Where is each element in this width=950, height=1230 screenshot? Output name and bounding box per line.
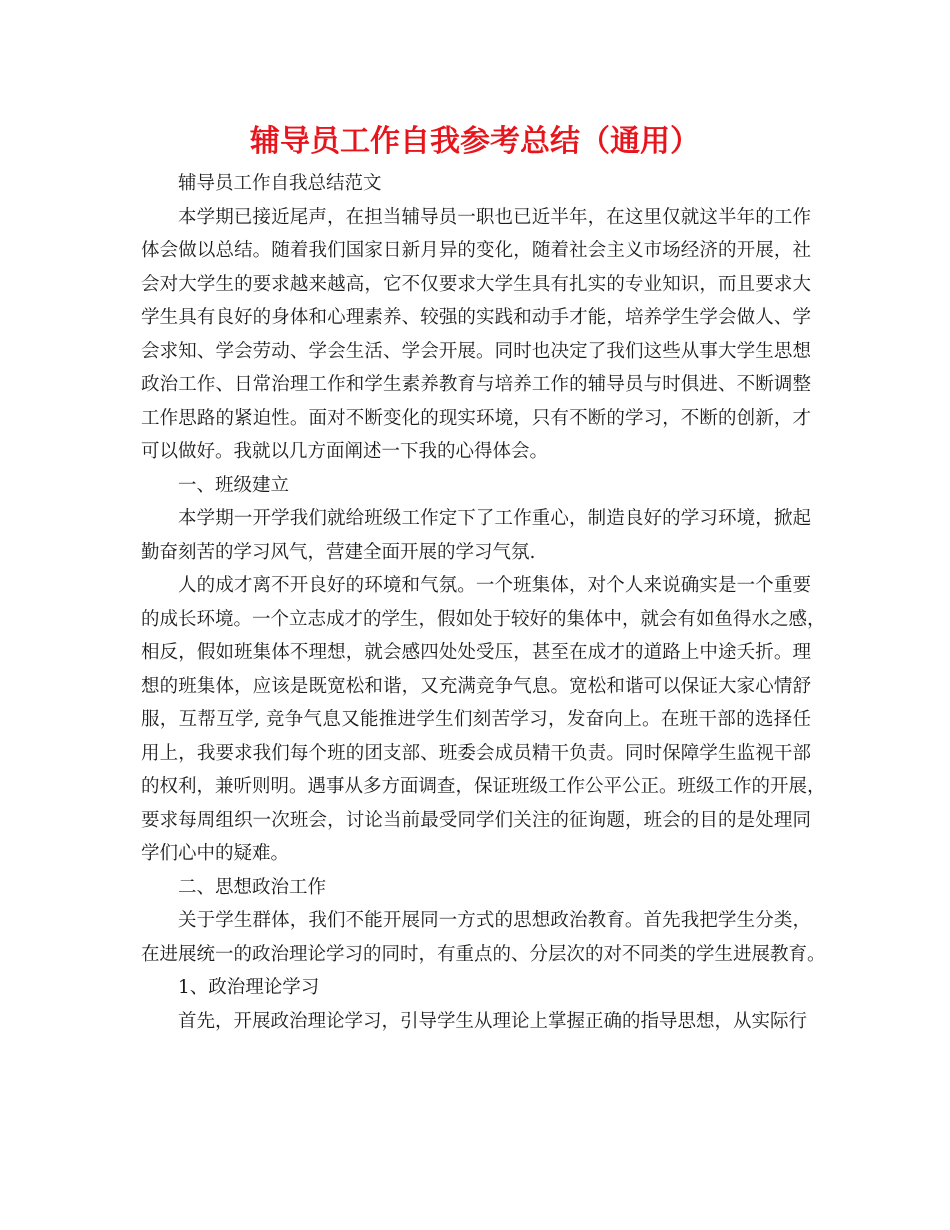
document-body bbox=[141, 167, 826, 1038]
text-line: 会求知、学会劳动、学会生活、学会开展。同时也决定了我们这些从事大学生思想 bbox=[141, 340, 811, 362]
text-line: 学生具有良好的身体和心理素养、较强的实践和动手才能，培养学生学会做人、学 bbox=[141, 307, 811, 328]
text-line: 体会做以总结。随着我们国家日新月异的变化，随着社会主义市场经济的开展，社 bbox=[141, 240, 811, 261]
text-line: 人的成才离不开良好的环境和气氛。一个班集体，对个人来说确实是一个重要 bbox=[178, 575, 811, 596]
text-line: 在进展统一的政治理论学习的同时，有重点的、分层次的对不同类的学生进展教育。 bbox=[141, 943, 826, 965]
text-line: 1、政治理论学习 bbox=[178, 977, 320, 998]
text-line: 会对大学生的要求越来越高，它不仅要求大学生具有扎实的专业知识，而且要求大 bbox=[141, 273, 811, 295]
text-line: 工作思路的紧迫性。面对不断变化的现实环境，只有不断的学习，不断的创新，才 bbox=[141, 407, 811, 429]
text-line: 学们心中的疑难。 bbox=[141, 843, 290, 864]
text-line: 关于学生群体，我们不能开展同一方式的思想政治教育。首先我把学生分类， bbox=[178, 910, 811, 931]
text-line: 要求每周组织一次班会，讨论当前最受同学们关注的征询题，班会的目的是处理同 bbox=[141, 809, 811, 831]
text-line: 用上，我要求我们每个班的团支部、班委会成员精干负责。同时保障学生监视干部 bbox=[141, 742, 811, 764]
text-line: 相反，假如班集体不理想，就会感四处处受压，甚至在成才的道路上中途夭折。理 bbox=[141, 642, 811, 663]
text-line: 二、思想政治工作 bbox=[178, 876, 327, 898]
text-line: 想的班集体，应该是既宽松和谐，又充满竞争气息。宽松和谐可以保证大家心情舒 bbox=[141, 675, 811, 697]
paragraph bbox=[141, 502, 811, 569]
text-line: 本学期已接近尾声，在担当辅导员一职也已近半年，在这里仅就这半年的工作 bbox=[178, 206, 811, 228]
text-line: 首先，开展政治理论学习，引导学生从理论上掌握正确的指导思想，从实际行 bbox=[178, 1010, 808, 1032]
document-title: 辅导员工作自我参考总结（通用） bbox=[250, 124, 700, 159]
paragraph bbox=[141, 569, 826, 871]
paragraph bbox=[141, 167, 811, 201]
text-line: 政治工作、日常治理工作和学生素养教育与培养工作的辅导员与时俱进、不断调整 bbox=[141, 374, 811, 395]
text-line: 的权利，兼听则明。遇事从多方面调查，保证班级工作公平公正。班级工作的开展， bbox=[141, 776, 826, 797]
paragraph bbox=[141, 904, 826, 971]
paragraph bbox=[141, 1005, 811, 1039]
text-line: 一、班级建立 bbox=[178, 474, 290, 496]
text-line: 勤奋刻苦的学习风气，营建全面开展的学习气氛. bbox=[141, 541, 536, 563]
text-line: 可以做好。我就以几方面阐述一下我的心得体会。 bbox=[141, 441, 549, 462]
paragraph bbox=[141, 871, 811, 905]
text-line: 服，互帮互学, 竞争气息又能推进学生们刻苦学习，发奋向上。在班干部的选择任 bbox=[141, 709, 811, 730]
text-line: 本学期一开学我们就给班级工作定下了工作重心，制造良好的学习环境，掀起 bbox=[178, 508, 811, 529]
paragraph bbox=[141, 971, 811, 1005]
paragraph bbox=[141, 201, 811, 469]
paragraph bbox=[141, 469, 811, 503]
text-line: 辅导员工作自我总结范文 bbox=[178, 173, 382, 194]
text-line: 的成长环境。一个立志成才的学生，假如处于较好的集体中，就会有如鱼得水之感， bbox=[141, 608, 826, 630]
